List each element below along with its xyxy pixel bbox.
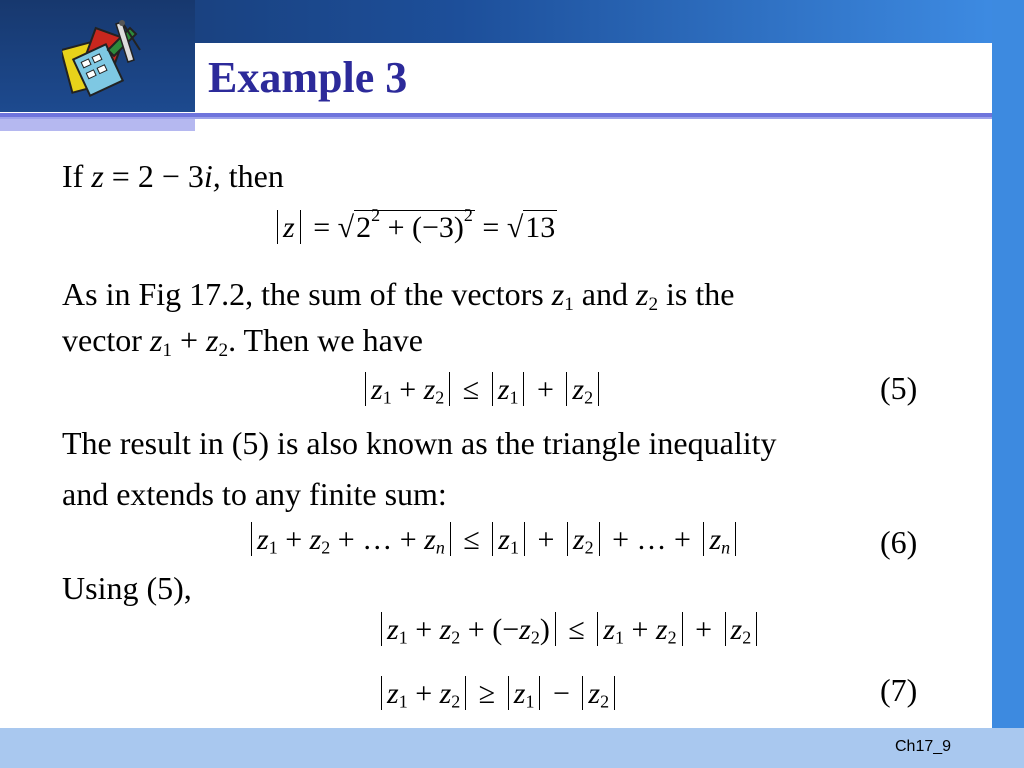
equation-label-5: (5) [880, 370, 918, 406]
body-paragraph-3-line-1: The result in (5) is also known as the triangle inequality [62, 425, 777, 461]
body-using-5: Using (5), [62, 570, 192, 606]
text-expr: = 2 − 3 [103, 158, 204, 194]
body-paragraph-3-line-2: and extends to any finite sum: [62, 476, 447, 512]
slide-title: Example 3 [208, 53, 408, 102]
right-bar [992, 0, 1024, 768]
clipart-logo [62, 20, 144, 102]
equation-6: $z_1 + z_2$ + … + $z_n \le z_1 + z_2$ + … + $z_n$ [246, 522, 741, 556]
title-divider-light [0, 117, 992, 119]
bottom-bar [0, 728, 1024, 768]
text-then: then [220, 158, 284, 194]
var-z: z [91, 158, 104, 194]
body-paragraph-2-line-2: vector $z_1 + z_2$. Then we have [62, 322, 423, 361]
equation-label-7: (7) [880, 672, 918, 708]
page-number: Ch17_9 [895, 738, 952, 755]
equation-modulus: $z = √2^2 + (-3)^2 = √13$ [272, 210, 557, 244]
body-paragraph-2-line-1: As in Fig 17.2, the sum of the vectors $z_1$ and $z_2$ is the [62, 276, 735, 315]
equation-7-derivation: $z_1 + z_2 + (-z_2) \le z_1 + z_2 + z_2$ [376, 612, 762, 646]
body-line-1 [62, 160, 284, 192]
title-divider [0, 113, 992, 117]
equation-label-6: (6) [880, 524, 918, 560]
title-accent [0, 119, 195, 131]
equation-5: $z_1 + z_2 \le z_1 + z_2$ [360, 372, 604, 406]
equation-7: $z_1 + z_2 \ge z_1 - z_2$ [376, 676, 620, 710]
text-if: If [62, 158, 84, 194]
var-i: i, [203, 158, 221, 194]
